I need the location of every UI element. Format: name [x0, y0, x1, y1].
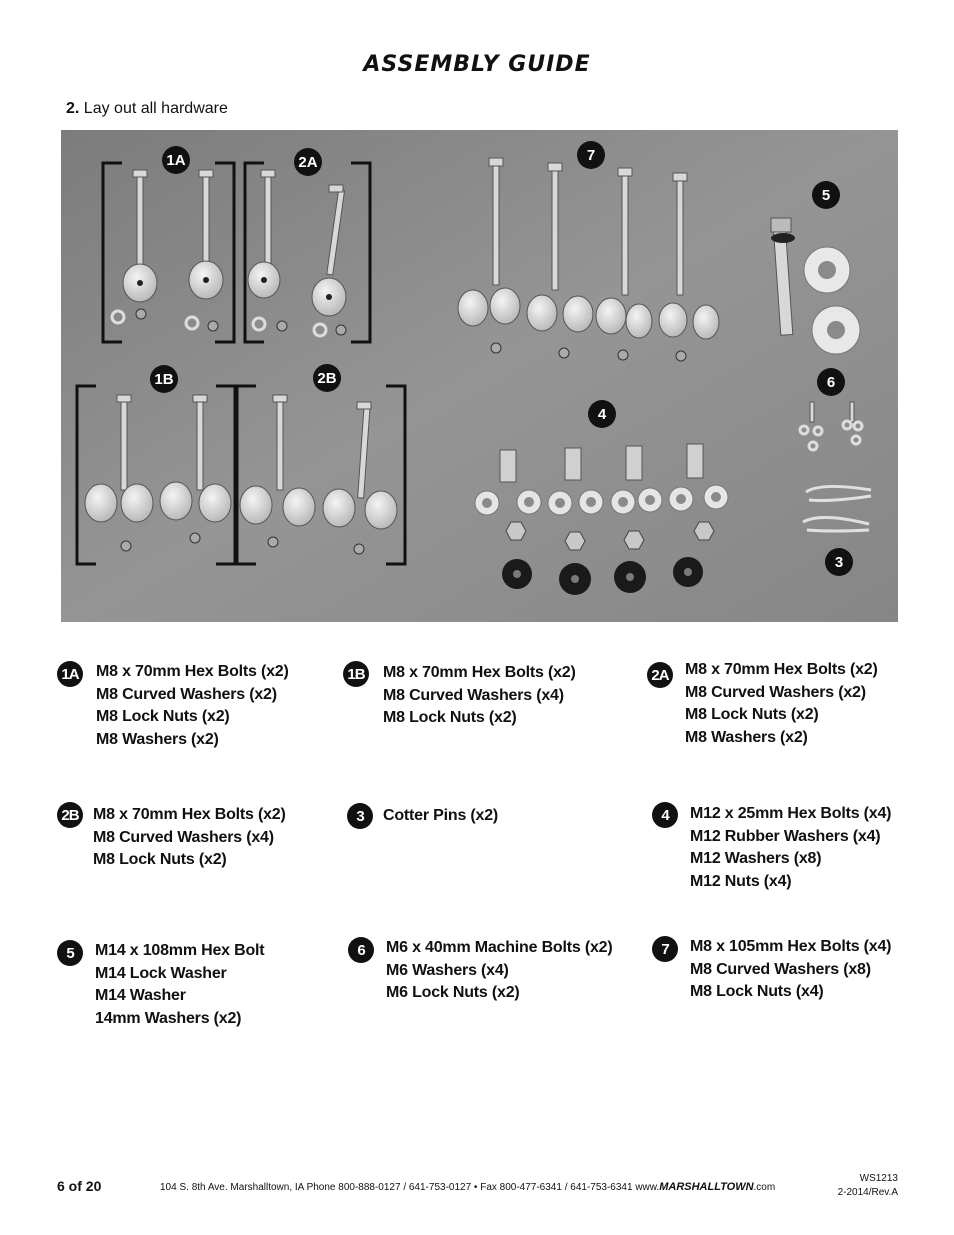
footer-domain: .com — [753, 1182, 776, 1193]
legend-group-6 — [386, 937, 612, 1005]
page-title: ASSEMBLY GUIDE — [363, 52, 591, 77]
svg-text:1A: 1A — [166, 152, 186, 169]
doc-revision: 2-2014/Rev.A — [837, 1187, 898, 1198]
legend-line: M12 Rubber Washers (x4) — [690, 827, 881, 845]
footer-address-text: 104 S. 8th Ave. Marshalltown, IA Phone 800-888-0127 / 641-753-0127 • Fax 800-477-6341 / 641-753-6341 www. — [160, 1182, 660, 1193]
badge-5: 5 — [57, 940, 83, 966]
legend-line: M8 Curved Washers (x2) — [96, 685, 277, 703]
footer-address — [160, 1181, 775, 1193]
legend-line: M6 x 40mm Machine Bolts (x2) — [386, 939, 613, 956]
legend-group-2b — [93, 804, 286, 872]
photo-label-2a — [294, 148, 322, 176]
photo-label-2b — [313, 364, 341, 392]
svg-text:7: 7 — [586, 147, 596, 164]
brand-logo: MARSHALLTOWN — [659, 1181, 754, 1193]
badge-6: 6 — [348, 937, 374, 963]
legend-group-1b — [383, 662, 576, 730]
photo-label-7 — [577, 141, 605, 169]
legend-group-2a — [685, 659, 878, 749]
badge-3: 3 — [347, 803, 373, 829]
legend-line: 14mm Washers (x2) — [95, 1009, 242, 1027]
legend-line: M8 Lock Nuts (x2) — [96, 708, 230, 725]
legend-line: M14 Lock Washer — [95, 964, 227, 982]
legend-line: M12 Washers (x8) — [690, 850, 822, 867]
badge-4: 4 — [652, 802, 678, 828]
hardware-photo — [61, 130, 898, 622]
legend-line: M8 Lock Nuts (x2) — [685, 706, 819, 723]
legend-line: M8 Washers (x2) — [96, 730, 219, 748]
legend-line: M8 x 70mm Hex Bolts (x2) — [383, 664, 576, 681]
step-number: 2. — [66, 100, 80, 117]
photo-label-1a — [162, 146, 190, 174]
legend-line: M6 Lock Nuts (x2) — [386, 984, 520, 1001]
legend-line: M8 x 70mm Hex Bolts (x2) — [93, 806, 286, 823]
badge-2a: 2A — [647, 662, 673, 688]
page-number: 6 of 20 — [57, 1178, 102, 1194]
legend-line: M8 x 70mm Hex Bolts (x2) — [685, 661, 878, 678]
svg-text:4: 4 — [597, 406, 607, 423]
svg-text:2B: 2B — [317, 370, 337, 387]
svg-text:6: 6 — [826, 374, 836, 391]
legend-group-7 — [690, 936, 891, 1004]
svg-text:5: 5 — [821, 187, 831, 204]
legend-line: M14 Washer — [95, 987, 186, 1004]
document-id — [838, 1172, 898, 1200]
legend-line: M8 Lock Nuts (x2) — [383, 709, 517, 726]
legend-group-3 — [383, 805, 498, 828]
step-text: Lay out all hardware — [83, 100, 228, 117]
legend-line: M12 Nuts (x4) — [690, 872, 792, 890]
doc-id: WS1213 — [859, 1173, 898, 1184]
legend-line: M14 x 108mm Hex Bolt — [95, 942, 265, 959]
photo-label-1b — [150, 365, 178, 393]
photo-label-4 — [588, 400, 616, 428]
legend-line: M6 Washers (x4) — [386, 961, 509, 979]
legend-line: M8 x 70mm Hex Bolts (x2) — [96, 663, 289, 680]
badge-1a: 1A — [57, 661, 83, 687]
badge-1b: 1B — [343, 661, 369, 687]
legend-line: M8 Curved Washers (x4) — [93, 828, 274, 846]
legend-group-5 — [95, 940, 264, 1030]
svg-text:3: 3 — [834, 554, 844, 571]
legend-line: M8 Curved Washers (x2) — [685, 683, 866, 701]
hardware-photo-svg — [61, 130, 898, 622]
legend-line: M8 Lock Nuts (x2) — [93, 851, 227, 868]
legend-line: M8 Lock Nuts (x4) — [690, 983, 824, 1000]
svg-text:2A: 2A — [298, 154, 318, 171]
step-instruction — [66, 100, 228, 118]
badge-7: 7 — [652, 936, 678, 962]
legend-line: M12 x 25mm Hex Bolts (x4) — [690, 805, 892, 822]
photo-label-6 — [817, 368, 845, 396]
legend-group-1a — [96, 661, 289, 751]
photo-label-3 — [825, 548, 853, 576]
legend-group-4 — [690, 803, 891, 893]
legend-line: M8 Washers (x2) — [685, 728, 808, 746]
legend-line: M8 x 105mm Hex Bolts (x4) — [690, 938, 892, 955]
svg-text:1B: 1B — [154, 371, 174, 388]
legend-line: M8 Curved Washers (x8) — [690, 960, 871, 978]
badge-2b: 2B — [57, 802, 83, 828]
photo-label-5 — [812, 181, 840, 209]
legend-line: M8 Curved Washers (x4) — [383, 686, 564, 704]
legend-line: Cotter Pins (x2) — [383, 807, 499, 824]
